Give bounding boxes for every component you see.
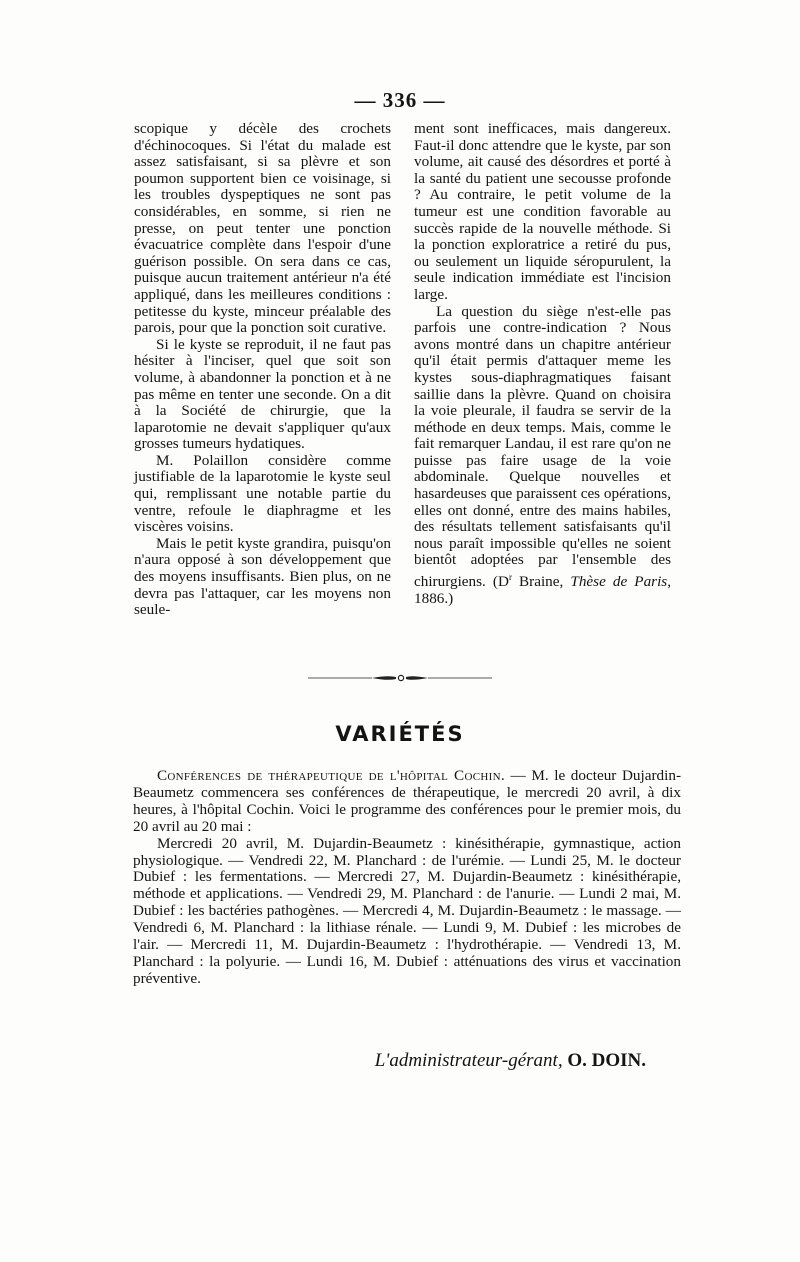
announcement-intro: M. le docteur Dujardin-Beaumetz commencera ses conférences de thérapeutique, le mercredi 20 avril, à dix heures, à l'hôpital Cochin. Voici le programme des conférences pour le premier mois, du 20 avril au 20 mai : (133, 767, 681, 835)
section-title: VARIÉTÉS (335, 722, 465, 746)
left-paragraph-1: scopique y décèle des crochets d'échinocoques. Si l'état du malade est assez satisfaisant, si sa plèvre et son poumon supportent bien ce voisinage, si les troubles dyspeptiques ne sont pas considérables, en somme, si rien ne presse, on peut tenter une ponction évacuatrice complète dans l'espoir d'une guérison possible. On sera dans ce cas, puisque aucun traitement antérieur n'a été appliqué, dans les meilleures conditions : petitesse du kyste, minceur préalable des parois, pour que la ponction soit curative. (134, 120, 391, 337)
right-column (414, 121, 671, 607)
citation-author: Braine, (511, 573, 571, 591)
page-number: — 336 — (354, 88, 446, 112)
conference-schedule: Mercredi 20 avril, M. Dujardin-Beaumetz : kinésithérapie, gymnastique, action physiologique. — Vendredi 22, M. Planchard : de l'urémie. — Lundi 25, M. le docteur Dubief : les fermentations. — Mercredi 27, M. Dujardin-Beaumetz : kinésithérapie, méthode et applications. — Vendredi 29, M. Planchard : de l'anurie. — Lundi 2 mai, M. Dubief : les bactéries pathogènes. — Mercredi 4, M. Dujardin-Beaumetz : le massage. — Vendredi 6, M. Planchard : la lithiase rénale. — Lundi 9, M. Dubief : les microbes de l'air. — Mercredi 11, M. Dujardin-Beaumetz : l'hydrothérapie. — Vendredi 13, M. Planchard : la polyurie. — Lundi 16, M. Dubief : atténuations des virus et vaccination préventive. (133, 834, 681, 987)
signature-name: O. DOIN. (567, 1050, 646, 1071)
left-paragraph-4: Mais le petit kyste grandira, puisqu'on n'aura opposé à son développement que des moyens insuffisants. Bien plus, on ne devra pas l'attaquer, car les moyens non seule- (134, 534, 391, 619)
signature-role: L'administrateur-gérant, (374, 1050, 563, 1071)
signature (0, 1050, 646, 1072)
left-paragraph-2: Si le kyste se reproduit, il ne faut pas hésiter à l'inciser, quel que soit son volume, à abandonner la ponction et à ne pas même en tenter une seconde. On a dit à la Société de chirurgie, que la laparotomie ne devait s'appliquer qu'aux grosses tumeurs hydatiques. (134, 335, 391, 453)
right-paragraph-1: ment sont inefficaces, mais dangereux. Faut-il donc attendre que le kyste, par son volume, ait causé des désordres et porté à la santé du patient une secousse profonde ? Au contraire, le petit volume de la tumeur est une condition favorable au succès rapide de la nouvelle méthode. Si la ponction exploratrice a retiré du pus, ou seulement un liquide séropurulent, la seule indication immédiate est l'incision large. (414, 120, 671, 303)
left-column (134, 121, 391, 619)
right-paragraph-2 (414, 304, 671, 608)
citation-title: Thèse de Paris (570, 573, 668, 591)
left-paragraph-3: M. Polaillon considère comme justifiable de la laparotomie le kyste seul qui, remplissant une notable partie du ventre, refoule le diaphragme et les viscères voisins. (134, 451, 391, 536)
citation-year: , 1886.) (414, 573, 672, 607)
varietes-section (133, 768, 681, 988)
ornament-divider (300, 668, 500, 688)
right-paragraph-2-text: La question du siège n'est-elle pas parfois une contre-indication ? Nous avons montré dans un chapitre antérieur qu'il était permis d'attaquer meme les kystes sous-diaphragmatiques faisant saillie dans la plèvre. Quand on choisira la voie pleurale, il faudra se servir de la méthode en deux temps. Mais, comme le fait remarquer Landau, il est rare qu'on ne puisse pas faire usage de la voie abdominale. Quelque nouvelles et hasardeuses que paraissent ces opérations, elles ont donné, entre des mains habiles, des résultats tellement satisfaisants qu'il nous paraît impossible qu'elles ne soient bientôt adoptées par l'ensemble des chirurgiens. (D (414, 302, 671, 591)
announcement-paragraph (133, 768, 681, 836)
announcement-heading: Conférences de thérapeutique de l'hôpital Cochin. (157, 767, 505, 784)
doctor-abbrev-sup: r (508, 572, 512, 583)
heading-separator: — (504, 767, 532, 784)
